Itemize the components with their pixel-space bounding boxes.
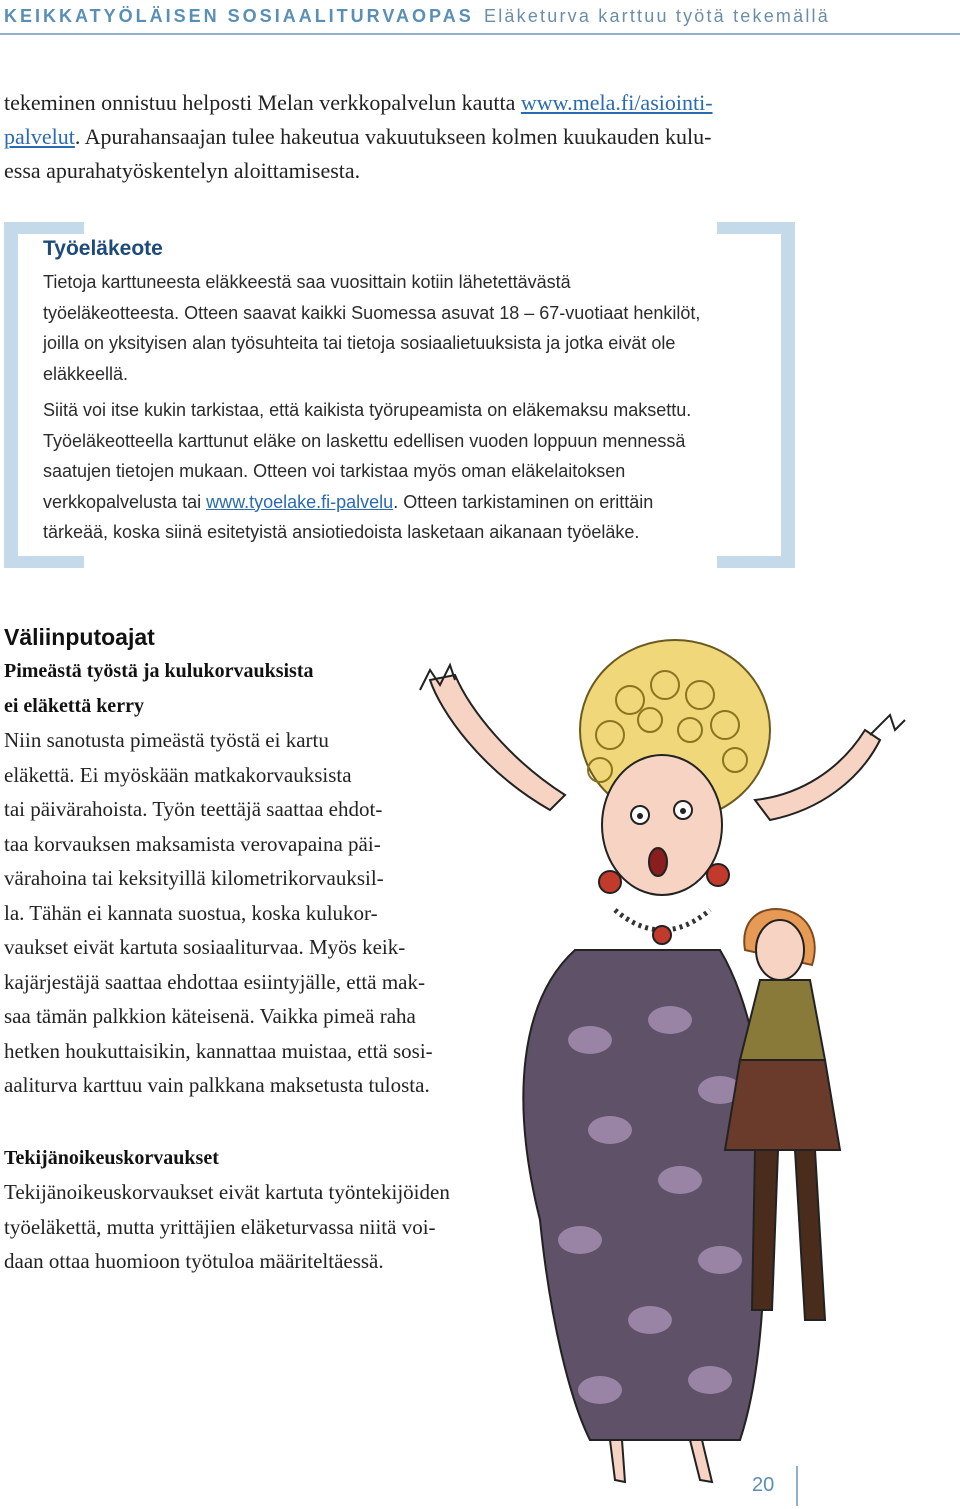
guide-title: KEIKKATYÖLÄISEN SOSIAALITURVAOPAS: [4, 6, 474, 26]
body-line: aaliturva karttuu vain palkkana maksetusta tulosta.: [4, 1073, 430, 1097]
body-line: saa tämän palkkion käteisenä. Vaikka pimeä raha: [4, 1004, 416, 1028]
info-box-title: Työeläkeote: [43, 237, 163, 260]
box-line: Työeläkeotteella karttunut eläke on laskettu edellisen vuoden loppuun mennessä: [43, 430, 686, 451]
subheading-black-work: [4, 654, 524, 723]
box-text: . Otteen tarkistaminen on erittäin: [393, 491, 654, 512]
tyoelake-link[interactable]: www.tyoelake.fi-palvelu: [206, 491, 394, 512]
intro-line: [4, 86, 804, 120]
copyright-paragraph: [4, 1175, 524, 1279]
black-work-paragraph: [4, 723, 524, 1103]
section-heading: Väliinputoajat: [4, 624, 155, 650]
box-line: eläkkeellä.: [43, 363, 129, 384]
box-line: tärkeää, koska siinä esitetyistä ansiotiedoista lasketaan aikanaan työeläke.: [43, 522, 640, 542]
page-number-divider: [796, 1466, 798, 1506]
body-line: värahoina tai keksityillä kilometrikorvauksil-: [4, 866, 384, 890]
body-line: työeläkettä, mutta yrittäjien eläketurvassa niitä voi-: [4, 1214, 436, 1239]
body-line: eläkettä. Ei myöskään matkakorvauksista: [4, 762, 352, 787]
box-bracket-right-bottom: [717, 556, 795, 568]
body-line: daan ottaa huomioon työtuloa määriteltäessä.: [4, 1249, 384, 1273]
box-bracket-right: [781, 222, 795, 568]
box-line: saatujen tietojen mukaan. Otteen voi tarkistaa myös oman eläkelaitoksen: [43, 461, 626, 481]
subheading-line: Pimeästä työstä ja kulukorvauksista: [4, 660, 314, 682]
intro-line: essa apurahatyöskentelyn aloittamisesta.: [4, 158, 361, 183]
info-box-paragraph-2: [43, 395, 763, 548]
body-line: tai päivärahoista. Työn teettäjä saattaa ehdot-: [4, 797, 383, 821]
body-line: kajärjestäjä saattaa ehdottaa esiintyjälle, että mak-: [4, 969, 425, 994]
body-line: vaukset eivät kartuta sosiaaliturvaa. Myös keik-: [4, 935, 406, 959]
box-bracket-left-bottom: [4, 556, 84, 568]
body-line: Tekijänoikeuskorvaukset eivät kartuta työntekijöiden: [4, 1180, 450, 1204]
box-text: verkkopalvelusta tai: [43, 491, 207, 512]
intro-text: . Apurahansaajan tulee hakeutua vakuutukseen kolmen kuukauden kulu-: [74, 124, 712, 149]
body-line: taa korvauksen maksamista verovapaina päi-: [4, 831, 381, 856]
main-column: [4, 620, 524, 1279]
info-box-paragraph-1: [43, 267, 763, 389]
intro-text: tekeminen onnistuu helposti Melan verkkopalvelun kautta: [4, 90, 521, 115]
header-divider: [0, 33, 960, 35]
mela-link-continued[interactable]: palvelut: [4, 124, 75, 149]
page-number: 20: [752, 1474, 775, 1496]
info-box-tyoelakeote: [43, 233, 763, 554]
section-title: Eläketurva karttuu työtä tekemällä: [484, 6, 830, 26]
box-line: Siitä voi itse kukin tarkistaa, että kaikista työrupeamista on eläkemaksu maksettu.: [43, 400, 692, 420]
subheading-copyright: Tekijänoikeuskorvaukset: [4, 1146, 219, 1169]
body-line: hetken houkuttaisikin, kannattaa muistaa, että sosi-: [4, 1038, 433, 1063]
paragraph-spacer: [4, 1103, 524, 1141]
mela-link[interactable]: www.mela.fi/asiointi-: [520, 90, 713, 115]
box-bracket-left: [4, 222, 18, 568]
intro-paragraph: [4, 86, 804, 188]
running-header: [0, 0, 960, 33]
box-line: joilla on yksityisen alan työsuhteita tai tietoja sosiaalietuuksista ja jotka eivät ole: [43, 333, 676, 353]
body-line: la. Tähän ei kannata suostua, koska kulukor-: [4, 900, 378, 925]
box-line: työeläkeotteesta. Otteen saavat kaikki Suomessa asuvat 18 – 67-vuotiaat henkilöt,: [43, 302, 701, 323]
box-line: [43, 487, 763, 518]
body-line: Niin sanotusta pimeästä työstä ei kartu: [4, 728, 329, 752]
box-line: Tietoja karttuneesta eläkkeestä saa vuosittain kotiin lähetettävästä: [43, 272, 571, 292]
subheading-line: ei eläkettä kerry: [4, 694, 144, 717]
intro-line: [4, 120, 804, 154]
